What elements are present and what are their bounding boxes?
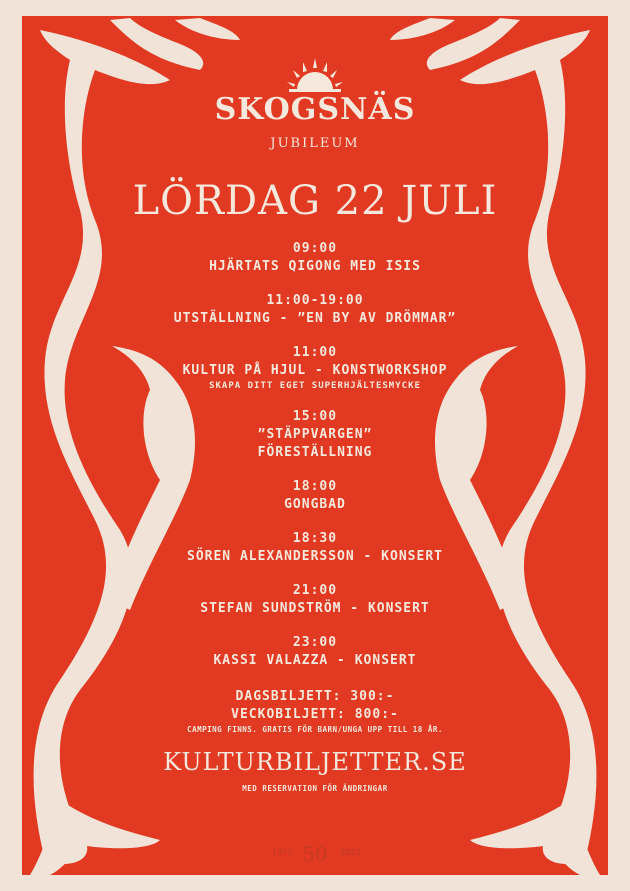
event-title: ”STÄPPVARGEN” [257,427,373,442]
event-subtitle: FÖRESTÄLLNING [257,445,373,460]
day-ticket: DAGSBILJETT: 300:- [235,689,395,704]
brand-subtitle: JUBILEUM [270,136,360,151]
ticket-info [0,688,630,736]
event-time: 11:00 [292,345,338,360]
year-end: 2023 [340,848,361,857]
event-time: 21:00 [292,583,338,598]
sun-icon [285,58,345,92]
website-link[interactable]: KULTURBILJETTER.SE [163,748,467,776]
event-time: 11:00-19:00 [266,293,364,308]
event-item [0,292,630,328]
event-item [0,530,630,566]
event-time: 09:00 [292,241,338,256]
event-subtitle: SKAPA DITT EGET SUPERHJÄLTESMYCKE [209,381,421,391]
event-time: 18:00 [292,479,338,494]
event-title: KULTUR PÅ HJUL - KONSTWORKSHOP [182,363,448,378]
event-time: 23:00 [292,635,338,650]
event-title: HJÄRTATS QIGONG MED ISIS [209,259,421,274]
reservation-note: MED RESERVATION FÖR ÄNDRINGAR [242,784,388,793]
event-item [0,582,630,618]
event-date: LÖRDAG 22 JULI [132,178,498,224]
week-ticket: VECKOBILJETT: 800:- [231,707,399,722]
event-item [0,408,630,462]
event-item [0,240,630,276]
event-item [0,478,630,514]
event-item [0,634,630,670]
event-title: GONGBAD [284,497,346,512]
event-item [0,344,630,393]
event-time: 15:00 [292,409,338,424]
event-title: KASSI VALAZZA - KONSERT [213,653,417,668]
camping-note: CAMPING FINNS. GRATIS FÖR BARN/UNGA UPP TILL 18 ÅR. [187,725,443,734]
year-start: 1973 [272,848,293,857]
anniversary-number: 50 [302,842,328,866]
brand-title: SKOGSNÄS [214,92,416,127]
event-title: UTSTÄLLNING - ”EN BY AV DRÖMMAR” [173,311,457,326]
event-time: 18:30 [292,531,338,546]
event-title: SÖREN ALEXANDERSSON - KONSERT [187,549,443,564]
event-title: STEFAN SUNDSTRÖM - KONSERT [200,601,430,616]
